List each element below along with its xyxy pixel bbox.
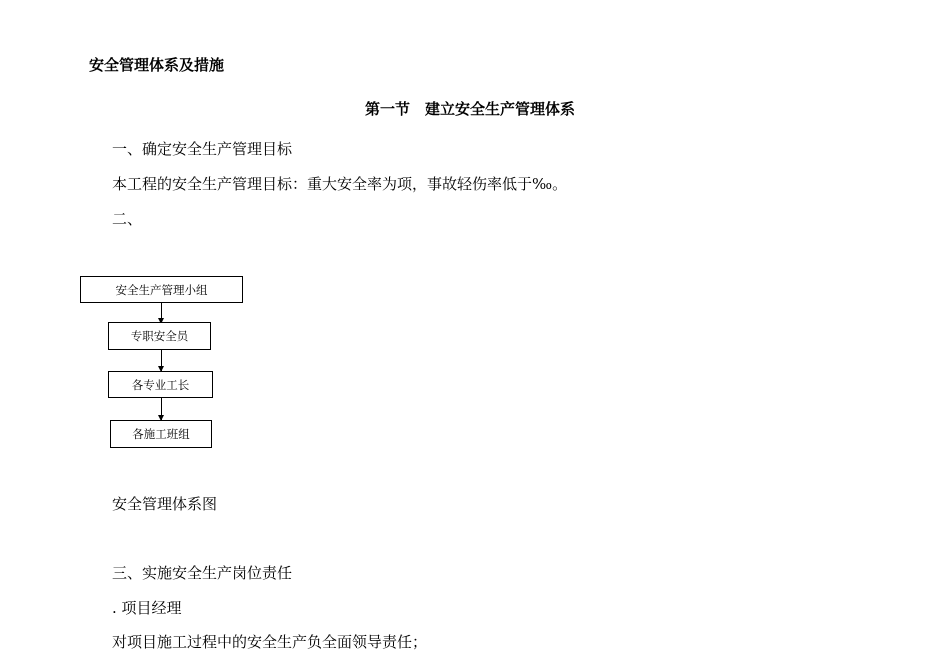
paragraph-safety-goal: 本工程的安全生产管理目标：重大安全率为项，事故轻伤率低于‰。 xyxy=(112,175,568,193)
diagram-caption: 安全管理体系图 xyxy=(112,495,218,513)
org-node-safety-officer: 专职安全员 xyxy=(108,322,211,350)
paragraph-responsibility-heading: 三、实施安全生产岗位责任 xyxy=(112,564,293,582)
paragraph-project-manager: . 项目经理 xyxy=(112,599,182,617)
org-node-safety-team: 安全生产管理小组 xyxy=(80,276,243,303)
section-title: 第一节 建立安全生产管理体系 xyxy=(365,100,576,118)
org-connector-arrow xyxy=(161,303,162,323)
paragraph-safety-goal-heading: 一、确定安全生产管理目标 xyxy=(112,140,293,158)
org-node-foremen: 各专业工长 xyxy=(108,371,213,398)
org-connector-arrow xyxy=(161,398,162,420)
paragraph-manager-duty: 对项目施工过程中的安全生产负全面领导责任； xyxy=(112,633,428,651)
org-connector-arrow xyxy=(161,350,162,371)
org-node-work-crews: 各施工班组 xyxy=(110,420,212,448)
document-title: 安全管理体系及措施 xyxy=(89,56,225,74)
paragraph-item-two: 二、 xyxy=(112,210,143,228)
